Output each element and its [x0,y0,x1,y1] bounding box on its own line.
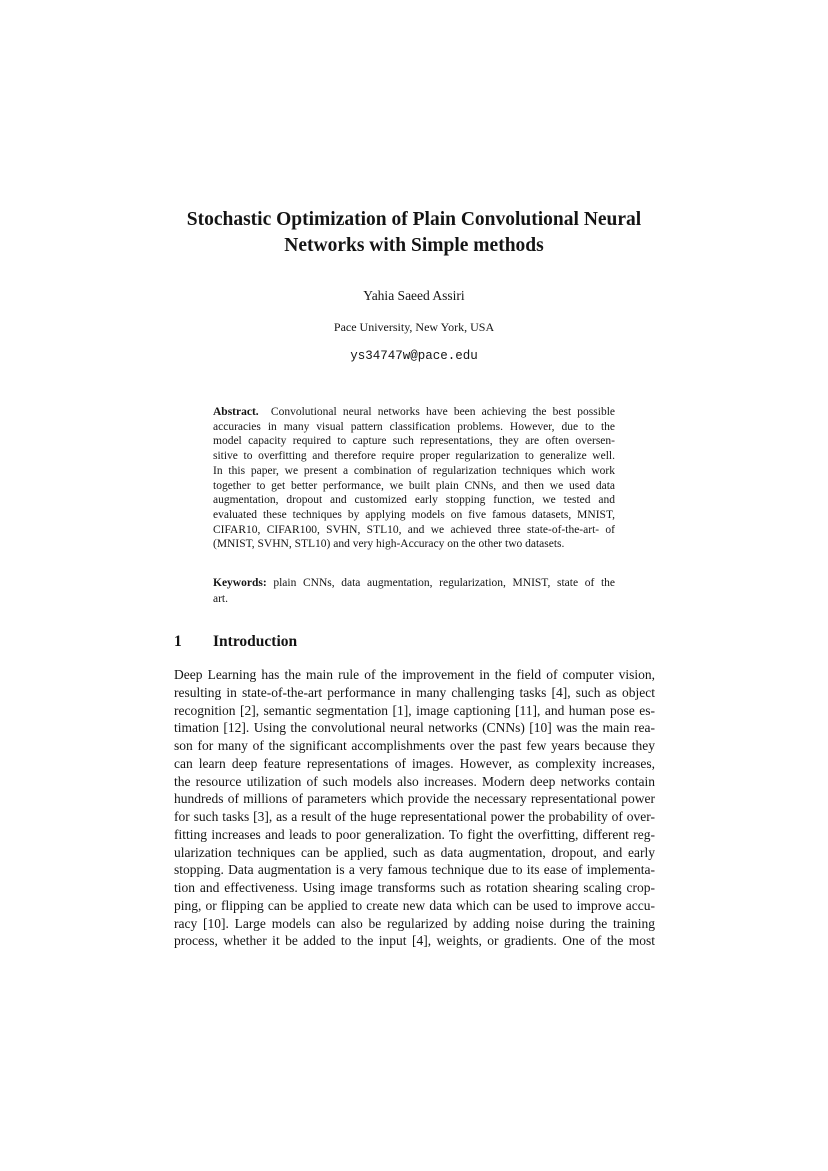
body-line: ping, or flipping can be applied to create new data which can be used to improve accu- [174,897,655,913]
body-line: hundreds of millions of parameters which provide the necessary representational power [174,791,655,807]
author-name: Yahia Saeed Assiri [363,288,465,303]
section-title: Introduction [213,633,298,650]
keywords-line [213,575,615,591]
abstract-line: model capacity required to capture such representations, they are often oversen- [213,435,615,448]
abstract-line: augmentation, dropout and customized early stopping function, we tested and [213,494,615,507]
abstract [213,405,615,552]
body-line: timation [12]. Using the convolutional neural networks (CNNs) [10] was the main rea- [174,720,655,736]
keywords [213,575,615,607]
abstract-text: Convolutional neural networks have been achieving the best possible [270,406,615,418]
body-line: son for many of the significant accomplishments over the past few years because they [174,738,655,753]
abstract-line: evaluated these techniques by applying models on five famous datasets, MNIST, [213,508,615,521]
abstract-label: Abstract. [213,406,259,418]
abstract-line: CIFAR10, CIFAR100, SVHN, STL10, and we achieved three state-of-the-art- of [213,523,615,536]
body-line: for such tasks [3], as a result of the huge representational power the probability of over- [174,809,655,824]
author-affiliation: Pace University, New York, USA [333,320,495,334]
abstract-line: together to get better performance, we built plain CNNs, and then we used data [213,479,615,492]
body-line: resulting in state-of-the-art performance in many challenging tasks [4], such as object [174,684,655,700]
keywords-line: art. [213,593,229,605]
abstract-line: (MNIST, SVHN, STL10) and very high-Accuracy on the other two datasets. [213,538,565,551]
paper-title [150,207,678,259]
body-line: stopping. Data augmentation is a very famous technique due to its ease of implementa- [174,862,655,878]
body-line: recognition [2], semantic segmentation [1], image captioning [11], and human pose es- [174,702,655,718]
body-line: fitting increases and leads to poor generalization. To fight the overfitting, different reg- [174,826,655,842]
body-line: ularization techniques can be applied, such as data augmentation, dropout, and early [174,844,655,860]
title-line: Networks with Simple methods [284,235,544,256]
abstract-line: accuracies in many visual pattern classification problems. However, due to the [213,420,615,433]
body-text [174,666,655,950]
abstract-line: In this paper, we present a combination of regularization techniques which work [213,464,615,477]
section-heading [174,632,297,652]
abstract-line: sitive to overfitting and therefore require proper regularization to generalize well. [213,450,615,463]
section-number: 1 [174,633,182,650]
body-line: Deep Learning has the main rule of the improvement in the field of computer vision, [174,667,655,682]
body-line: process, whether it be added to the input [4], weights, or gradients. One of the most [174,933,655,949]
keywords-label: Keywords: [213,577,267,589]
abstract-line [213,405,615,420]
title-line: Stochastic Optimization of Plain Convolutional Neural [186,209,642,230]
body-line: racy [10]. Large models can also be regularized by adding noise during the training [174,915,655,931]
body-line: the resource utilization of such models also increases. Modern deep networks contain [174,773,655,789]
body-line: can learn deep feature representations of images. However, as complexity increases, [174,755,655,771]
keywords-text: plain CNNs, data augmentation, regularization, MNIST, state of the [273,577,616,589]
author-email: ys34747w@pace.edu [350,349,478,363]
body-line: tion and effectiveness. Using image transforms such as rotation shearing scaling crop- [174,880,655,895]
